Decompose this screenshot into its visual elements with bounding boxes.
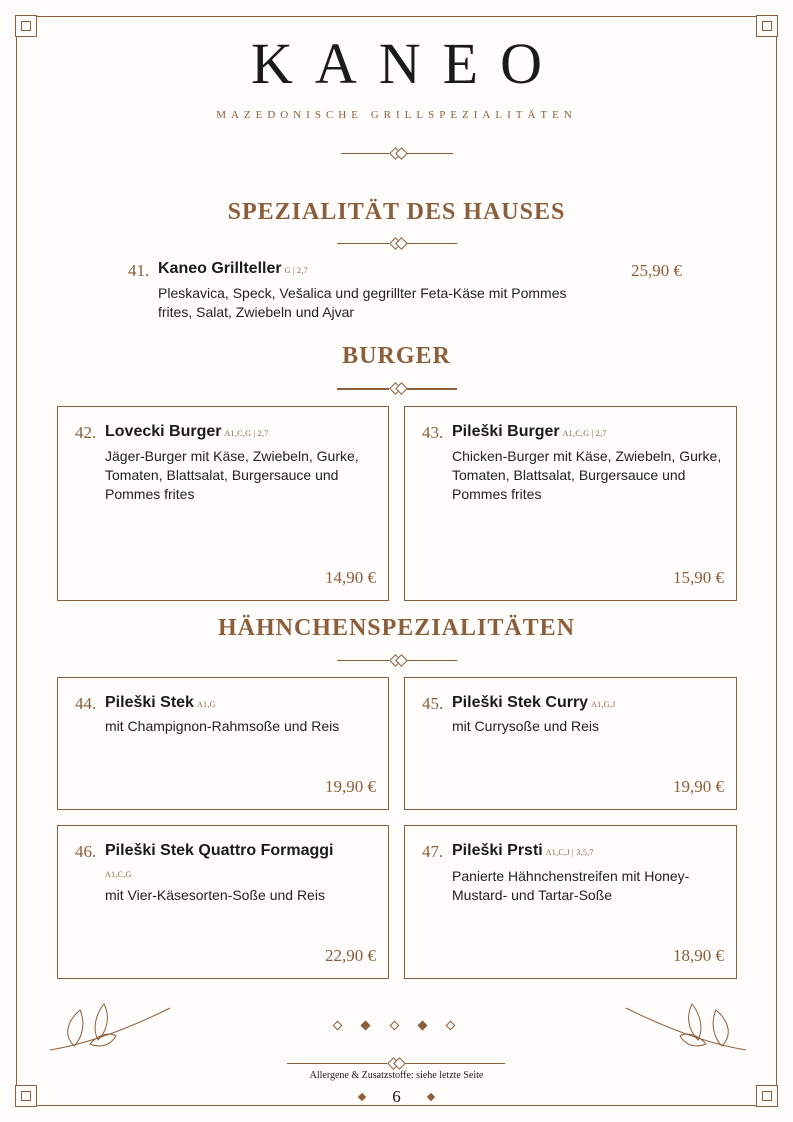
restaurant-title: KANEO — [251, 31, 564, 96]
dish-description: Chicken-Burger mit Käse, Zwiebeln, Gurke, Tomaten, Blattsalat, Burgersauce und Pommes frites — [452, 448, 722, 502]
allergen-codes: A1,G — [196, 700, 216, 709]
menu-item-47 — [404, 825, 737, 979]
dish-description: mit Currysoße und Reis — [452, 718, 600, 734]
allergen-codes: A1,C,G — [105, 870, 132, 879]
dish-name: Lovecki Burger — [105, 423, 222, 440]
dish-price: 14,90 € — [325, 568, 376, 587]
divider-ornament — [287, 1057, 505, 1069]
section-title-haehnchen: HÄHNCHENSPEZIALITÄTEN — [217, 615, 576, 641]
allergen-codes: A1,C,G | 2,7 — [562, 429, 607, 438]
dish-name: Kaneo Grillteller — [158, 260, 282, 277]
leaf-ornament-icon — [620, 1000, 750, 1056]
dish-name: Pileški Burger — [452, 423, 560, 440]
allergen-codes: G | 2,7 — [284, 266, 309, 275]
dish-price: 19,90 € — [673, 777, 724, 796]
allergen-codes: A1,C,G | 2,7 — [224, 429, 269, 438]
item-number: 43. — [422, 423, 444, 442]
dish-price: 25,90 € — [631, 261, 682, 280]
dish-description: Panierte Hähnchenstreifen mit Honey-Mustard- und Tartar-Soße — [452, 868, 690, 903]
section-title-spezialitaet: SPEZIALITÄT DES HAUSES — [227, 199, 566, 225]
allergen-note: Allergene & Zusatzstoffe: siehe letzte Seite — [309, 1070, 484, 1081]
dish-description: Pleskavica, Speck, Vešalica und gegrillter Feta-Käse mit Pommes frites, Salat, Zwiebeln und Ajvar — [158, 285, 567, 320]
menu-item-45 — [404, 677, 737, 810]
divider-ornament — [337, 654, 457, 666]
item-number: 41. — [128, 261, 150, 280]
dish-description: mit Champignon-Rahmsoße und Reis — [105, 718, 340, 734]
menu-item-43 — [404, 406, 737, 601]
dish-name: Pileški Stek Curry — [452, 694, 589, 711]
dish-description: Jäger-Burger mit Käse, Zwiebeln, Gurke, Tomaten, Blattsalat, Burgersauce und Pommes frites — [105, 448, 359, 502]
dish-description: mit Vier-Käsesorten-Soße und Reis — [105, 887, 325, 903]
divider-ornament — [341, 147, 453, 159]
page-number: 6 — [392, 1087, 401, 1106]
dish-name: Pileški Prsti — [452, 842, 543, 859]
allergen-codes: A1,C,J | 3,5,7 — [545, 848, 594, 857]
divider-ornament — [337, 237, 457, 249]
item-number: 44. — [75, 694, 97, 713]
dish-price: 22,90 € — [325, 946, 376, 965]
menu-item-42 — [57, 406, 389, 601]
item-number: 46. — [75, 842, 97, 861]
restaurant-subtitle: MAZEDONISCHE GRILLSPEZIALITÄTEN — [216, 109, 577, 121]
menu-item-44 — [57, 677, 389, 810]
item-number: 47. — [422, 842, 444, 861]
dish-price: 19,90 € — [325, 777, 376, 796]
diamond-ornament-icon — [330, 1020, 464, 1034]
dish-name: Pileški Stek — [105, 694, 194, 711]
menu-item-46 — [57, 825, 389, 979]
allergen-codes: A1,G,J — [591, 700, 616, 709]
section-title-burger: BURGER — [342, 343, 451, 369]
divider-ornament — [337, 382, 457, 394]
item-number: 42. — [75, 423, 97, 442]
dish-name: Pileški Stek Quattro Formaggi — [105, 842, 334, 859]
leaf-ornament-icon — [46, 1000, 176, 1056]
dish-price: 15,90 € — [673, 568, 724, 587]
dish-price: 18,90 € — [673, 946, 724, 965]
item-number: 45. — [422, 694, 444, 713]
